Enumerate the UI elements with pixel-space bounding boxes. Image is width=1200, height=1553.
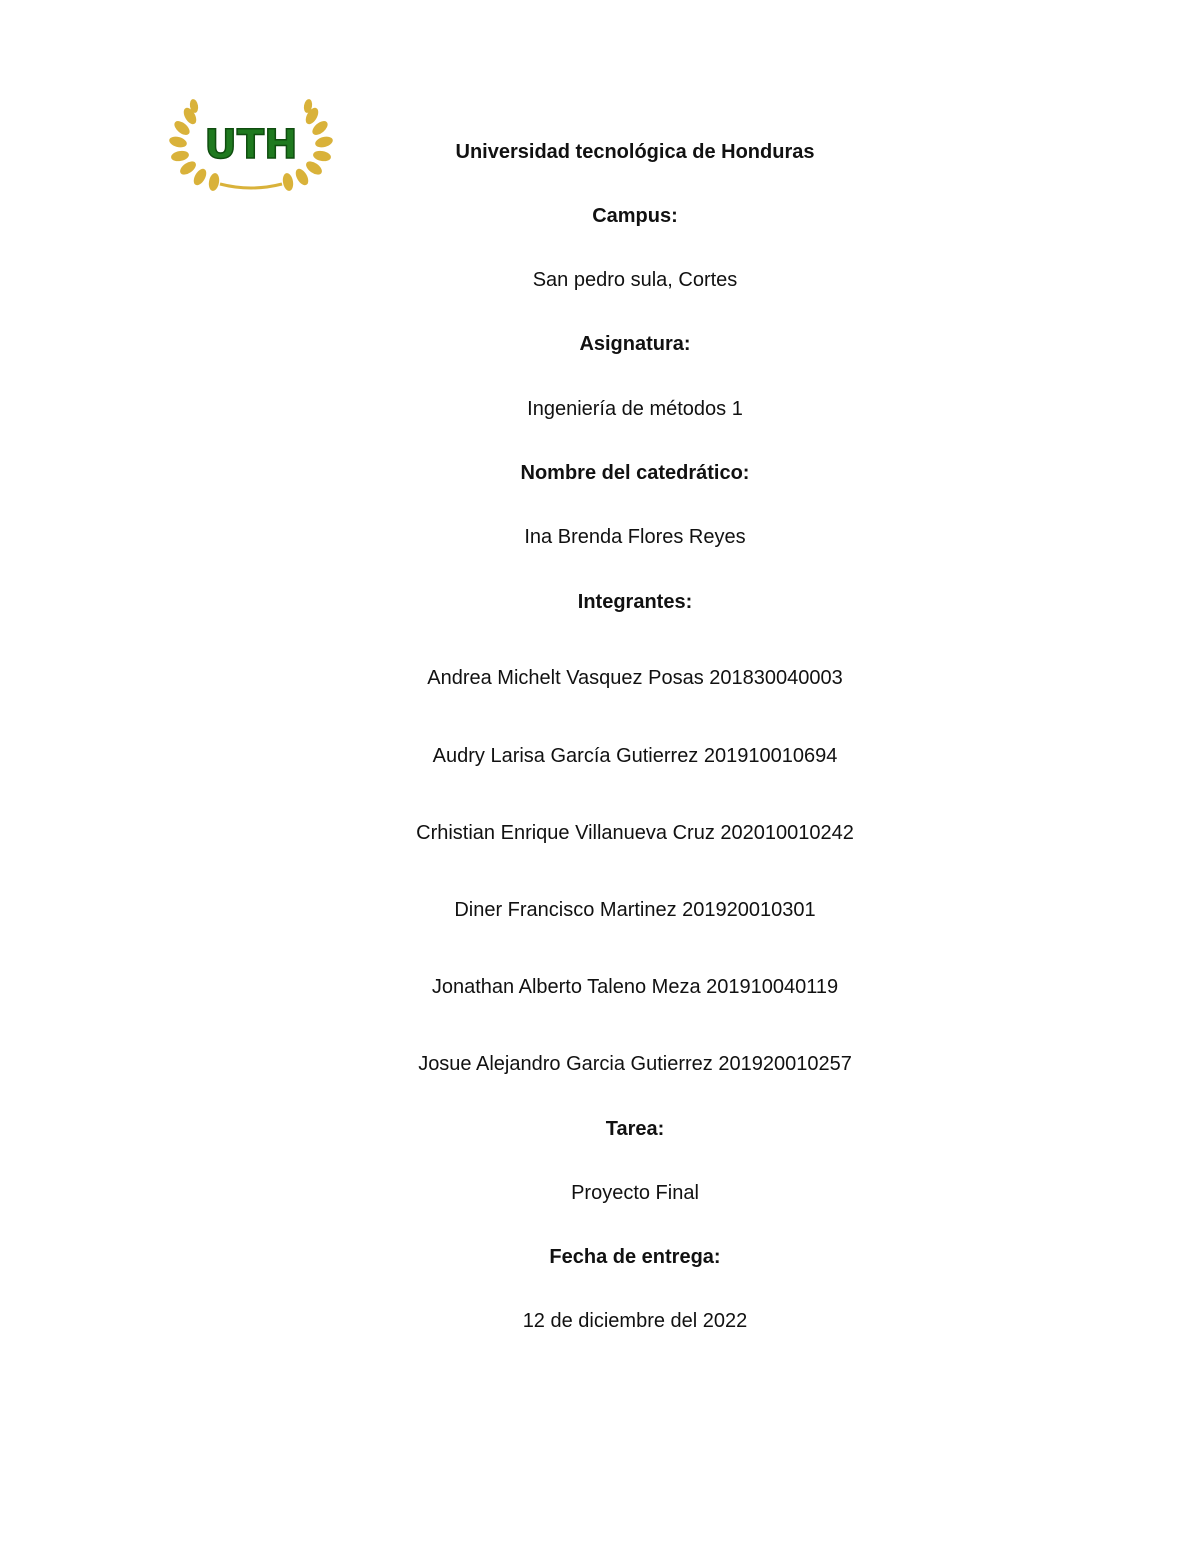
- professor-label: Nombre del catedrático:: [520, 462, 750, 484]
- member-item: Andrea Michelt Vasquez Posas 201830040003: [427, 667, 843, 689]
- professor-value: Ina Brenda Flores Reyes: [524, 526, 746, 548]
- campus-label: Campus:: [592, 205, 678, 227]
- members-label: Integrantes:: [577, 591, 693, 613]
- university-name: Universidad tecnológica de Honduras: [455, 141, 815, 163]
- task-value: Proyecto Final: [571, 1182, 699, 1204]
- member-item: Audry Larisa García Gutierrez 201910010694: [432, 745, 838, 767]
- campus-value: San pedro sula, Cortes: [532, 269, 738, 291]
- task-label: Tarea:: [605, 1118, 665, 1140]
- logo-text: UTH: [204, 122, 298, 168]
- member-item: Crhistian Enrique Villanueva Cruz 202010010242: [416, 822, 854, 844]
- subject-value: Ingeniería de métodos 1: [527, 398, 743, 420]
- subject-label: Asignatura:: [579, 333, 691, 355]
- date-value: 12 de diciembre del 2022: [522, 1310, 748, 1332]
- date-label: Fecha de entrega:: [549, 1246, 721, 1268]
- member-item: Diner Francisco Martinez 201920010301: [454, 899, 816, 921]
- member-item: Jonathan Alberto Taleno Meza 201910040119: [431, 976, 839, 998]
- member-item: Josue Alejandro Garcia Gutierrez 201920010257: [418, 1053, 852, 1075]
